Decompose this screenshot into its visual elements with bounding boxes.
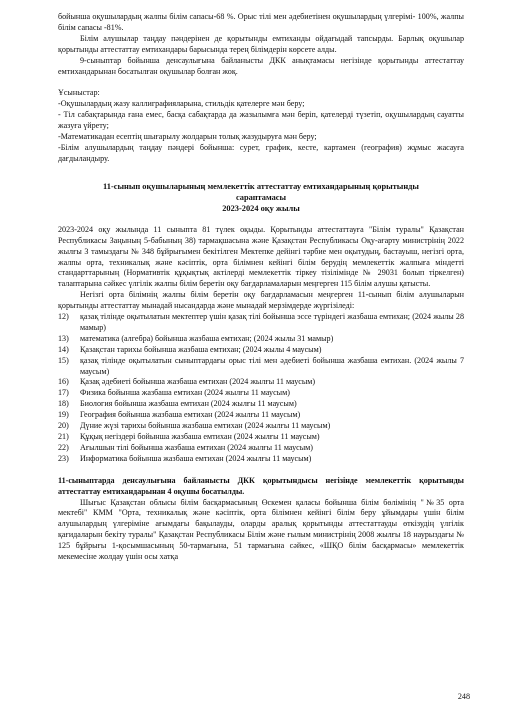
exam-number: 15) (58, 355, 69, 365)
section-body-paragraph-2: Негізгі орта білімнің жалпы білім беретін оқу бағдарламасын меңгерген 11-сынып білім алушыларын қорытынды аттестаттау мынадай нысандарда және мынадай мерзімдерде жүргізіледі: (58, 290, 464, 311)
exam-number: 14) (58, 344, 69, 354)
exam-number: 22) (58, 442, 69, 452)
exam-text: География бойынша жазбаша емтихан (2024 жылғы 11 маусым) (80, 410, 301, 420)
recommendation-item: - Тіл сабақтарында ғана емес, басқа сабақтарда да жазылымға мән беріп, қателерді түзетіп, оқушылардың сауатты жазуға үйрету; (58, 110, 464, 131)
exam-text: математика (алгебра) бойынша жазбаша емтихан; (2024 жылы 31 мамыр) (80, 333, 334, 343)
exam-text: Физика бойынша жазбаша емтихан (2024 жылғы 11 маусым) (80, 388, 290, 398)
exam-list-item (58, 312, 464, 334)
exam-number: 12) (58, 312, 69, 322)
section-body-paragraph: 2023-2024 оқу жылында 11 сыныпта 81 түлек оқыды. Қорытынды аттестаттауға "Білім туралы" Қазақстан Республикасы Заңының 5-бабының 38) тармақшасына және Қазақстан Республикасы Оқу-ағарту министрінің 2022 жылғы 3 тамыздағы № 348 бұйрығымен бекітілген Мектепке дейінгі тәрбие мен оқытудың, бастауыш, негізгі орта, жалпы орта, техникалық және кәсіптік, орта білімнен кейінгі білім берудің мемлекеттік жалпыға міндетті стандарттарының (Нормативтік құқықтық актілерді мемлекеттік тіркеу тізілімінде № 29031 болып тіркелген) талаптарына сәйкес үлгілік жалпы білім беретін оқу бағдарламаларын меңгерген 115 білім алушы қатысты. (58, 224, 464, 289)
recommendations-heading: Ұсыныстар: (58, 88, 100, 98)
exam-text: Құқық негіздері бойынша жазбаша емтихан (2024 жылғы 11 маусым) (80, 432, 320, 441)
section-title-line-2: сараптамасы (235, 192, 287, 202)
intro-paragraph-3: 9-сыныптар бойынша денсаулығына байланысты ДКК анықтамасы негізінде қорытынды аттестаттау емтихандарынан босатылған оқушылар болған жоқ. (58, 55, 464, 76)
section-title-line-3: 2023-2024 оқу жылы (222, 203, 300, 213)
recommendation-item: -Оқушылардың жазу каллиграфияларына, стильдік қателерге мән беру; (58, 99, 305, 109)
exam-list-item (58, 443, 464, 454)
exam-list-item (58, 421, 464, 432)
recommendation-item: -Білім алушылардың таңдау пәндері бойынша: сурет, график, кесте, картамен (география) жұмыс жасауға дағдыландыру. (58, 142, 464, 163)
exam-list-item (58, 399, 464, 410)
spacer (58, 214, 464, 225)
exam-text: қазақ тілінде оқытылатын мектептер үшін қазақ тілі бойынша эссе түріндегі жазбаша емтихан; (2024 жылы 28 мамыр) (80, 312, 464, 332)
exam-list-item (58, 334, 464, 345)
exam-list (58, 312, 464, 465)
exam-list-item (58, 377, 464, 388)
intro-paragraph-2: Білім алушылар таңдау пәндерінен де қорытынды емтиханды ойдағыдай тапсырды. Барлық оқушылар қорытынды аттестаттау емтихандары барысында терең білімдерін көрсете алды. (58, 33, 464, 54)
exam-text: Биология бойынша жазбаша емтихан (2024 жылғы 11 маусым) (80, 399, 297, 409)
spacer (58, 165, 464, 176)
exam-number: 19) (58, 410, 69, 420)
exam-list-item (58, 410, 464, 421)
exam-list-item (58, 432, 464, 443)
exam-list-item (58, 356, 464, 378)
intro-paragraph-1: бойынша оқушылардың жалпы білім сапасы-68 %. Орыс тілі мен әдебиетінен оқушылардың үлгерімі- 100%, жалпы білім сапасы -81%. (58, 12, 464, 32)
exam-text: Қазақ әдебиеті бойынша жазбаша емтихан (2024 жылғы 11 маусым) (80, 377, 316, 387)
exam-list-item (58, 345, 464, 356)
exam-number: 21) (58, 432, 69, 441)
spacer (58, 465, 464, 476)
exam-number: 16) (58, 377, 69, 387)
exam-number: 13) (58, 333, 69, 343)
exam-text: қазақ тілінде оқытылатын сыныптардағы орыс тілі мен әдебиеті бойынша жазбаша емтихан. (2024 жылы 7 маусым) (80, 355, 464, 376)
section-2-body: Шығыс Қазақстан облысы білім басқармасының Өскемен қаласы бойынша білім бөлімінің "№35 орта мектебі" КММ "Орта, техникалық және кәсіптік, орта білімнен кейінгі білім беру ұйымдары үшін білім алушылардың үлгеріміне ағымдағы бақылауды, оларды аралық қорытынды аттестаттауды өткізудің үлгілік қағидаларын бекіту туралы" Қазақстан Республикасы Білім және ғылым министрінің 2008 жылғы 18 наурыздағы № 125 бұйрығы 1-қосымшасының 50-тармағына, 51 тармағына сәйкес, «ШҚО білім басқармасы» мемлекеттік мекемесіне жолдау үшін осы хатқа (58, 497, 464, 562)
recommendation-item: -Математикадан есептің шығарылу жолдарын толық жазудыруға мән беру; (58, 132, 317, 142)
exam-list-item (58, 388, 464, 399)
exam-text: Информатика бойынша жазбаша емтихан (2024 жылғы 11 маусым) (80, 453, 312, 463)
spacer (58, 77, 464, 88)
exam-list-item (58, 454, 464, 465)
exam-number: 23) (58, 453, 69, 463)
exam-number: 20) (58, 421, 69, 431)
exam-number: 17) (58, 388, 69, 398)
exam-text: Ағылшын тілі бойынша жазбаша емтихан (2024 жылғы 11 маусым) (80, 442, 314, 452)
exam-number: 18) (58, 399, 69, 409)
page-number: 248 (457, 692, 470, 701)
section-2-title: 11-сыныптарда денсаулығына байланысты ДКК қорытындысы негізінде мемлекеттік қорытынды аттестаттау емтихандарынан 4 оқушы босатылды. (58, 475, 464, 496)
exam-text: Дүние жүзі тарихы бойынша жазбаша емтихан (2024 жылғы 11 маусым) (80, 421, 331, 431)
section-title-line-1: 11-сынып оқушыларының мемлекеттік аттестаттау емтихандарының қорытынды (103, 181, 419, 191)
exam-text: Қазақстан тарихы бойынша жазбаша емтихан; (2024 жылы 4 маусым) (80, 344, 322, 354)
page-content (58, 12, 464, 563)
